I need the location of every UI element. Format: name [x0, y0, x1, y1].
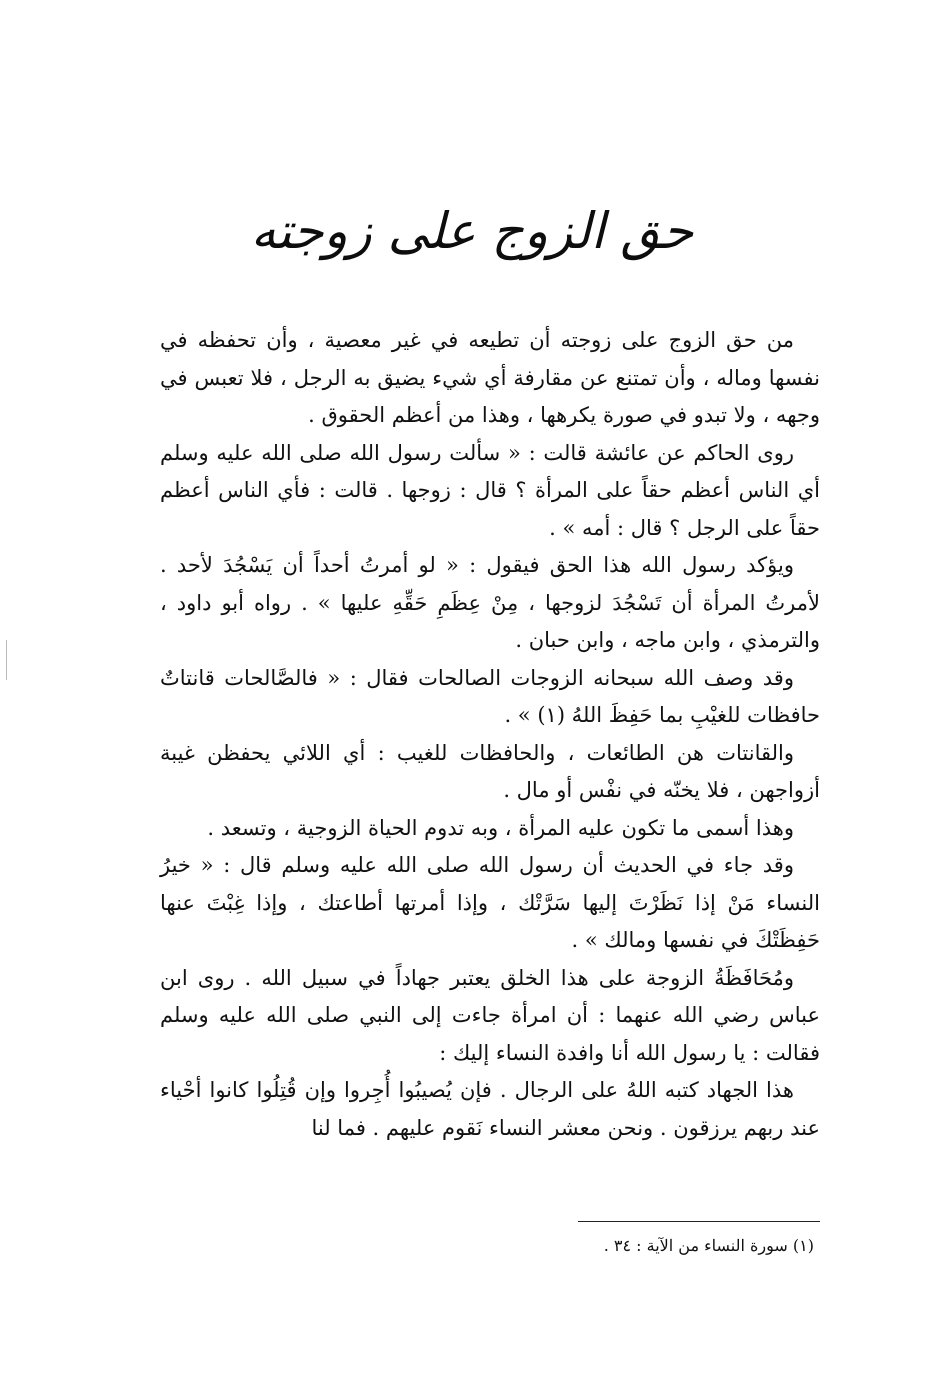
paragraph-hadith-best-women: وقد جاء في الحديث أن رسول الله صلى الله عليه وسلم قال : « خيرُ النساء مَنْ إذا نَظَرْتَ إليها سَرَّتْك ، وإذا أمرتها أطاعتك ، وإذا غِبْتَ عنها حَفِظَتْكَ في نفسها ومالك » .: [160, 853, 820, 952]
footnote: (١) سورة النساء من الآية : ٣٤ .: [603, 1236, 814, 1255]
paragraph-hadith-aisha: روى الحاكم عن عائشة قالت : « سألت رسول الله صلى الله عليه وسلم أي الناس أعظم حقاً على المرأة ؟ قال : زوجها . قالت : فأي الناس أعظم حقاً على الرجل ؟ قال : أمه » .: [160, 440, 820, 540]
paragraph-quran-verse: وقد وصف الله سبحانه الزوجات الصالحات فقال : « فالصَّالحات قانتاتٌ حافظات للغيْبِ بما حَفِظَ اللهُ (١) » .: [160, 665, 820, 727]
paragraph-ibn-abbas: ومُحَافَظَةُ الزوجة على هذا الخلق يعتبر جهاداً في سبيل الله . روى ابن عباس رضي الله عنهما : أن امرأة جاءت إلى النبي صلى الله عليه وسلم فقالت : يا رسول الله أنا وافدة النساء إليك :: [160, 965, 820, 1065]
page-edge-mark: [6, 640, 7, 680]
body-text: [160, 322, 820, 1147]
paragraph-virtue: وهذا أسمى ما تكون عليه المرأة ، وبه تدوم الحياة الزوجية ، وتسعد .: [207, 815, 794, 840]
chapter-title: حق الزوج على زوجته: [250, 202, 694, 260]
paragraph-explanation: والقانتات هن الطائعات ، والحافظات للغيب : أي اللائي يحفظن غيبة أزواجهن ، فلا يخنّه في نفْس أو مال .: [160, 740, 820, 802]
footnote-separator: [578, 1221, 820, 1222]
paragraph-jihad: هذا الجهاد كتبه اللهُ على الرجال . فإن يُصيبُوا أُجِروا وإن قُتِلُوا كانوا أحْياء عند ربهم يرزقون . ونحن معشر النساء نَقوم عليهم . فما لنا: [160, 1078, 820, 1140]
paragraph-hadith-prostration: ويؤكد رسول الله هذا الحق فيقول : « لو أمرتُ أحداً أن يَسْجُدَ لأحد . لأمرتُ المرأة أن تَسْجُدَ لزوجها ، مِنْ عِظَمِ حَقِّهِ عليها » . رواه أبو داود ، والترمذي ، وابن ماجه ، وابن حبان .: [160, 553, 820, 652]
paragraph-husband-rights: من حق الزوج على زوجته أن تطيعه في غير معصية ، وأن تحفظه في نفسها وماله ، وأن تمتنع عن مقارفة أي شيء يضيق به الرجل ، فلا تعبس في وجهه ، ولا تبدو في صورة يكرهها ، وهذا من أعظم الحقوق .: [160, 328, 820, 427]
